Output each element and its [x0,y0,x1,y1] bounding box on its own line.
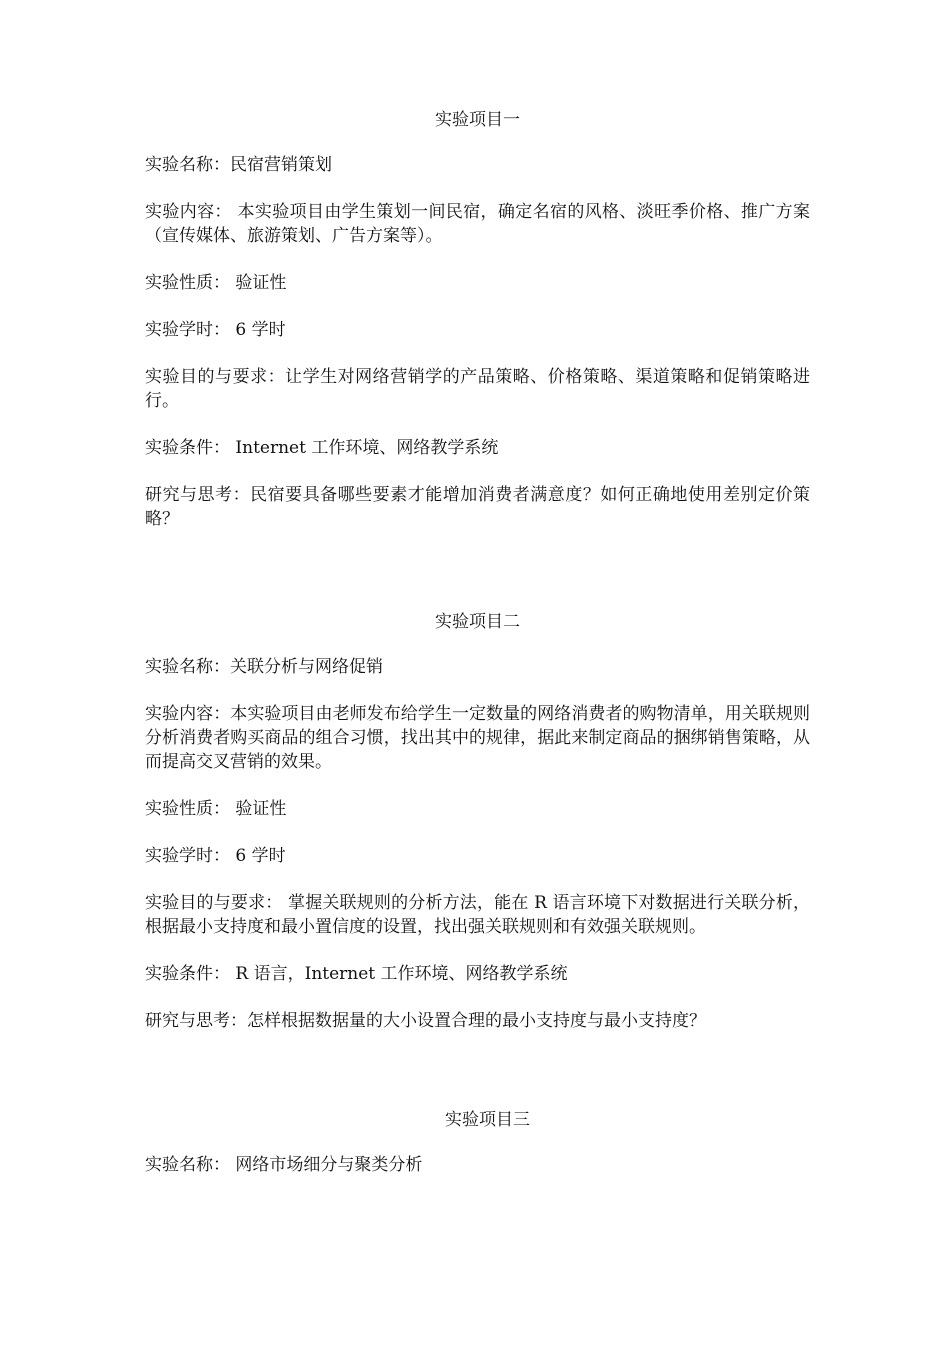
section-spacer [145,554,810,610]
experiment-name: 实验名称：民宿营销策划 [145,155,332,175]
experiment-nature: 实验性质： 验证性 [145,273,287,293]
experiment-research: 研究与思考：民宿要具备哪些要素才能增加消费者满意度？如何正确地使用差别定价策略？ [145,485,810,529]
document-page [145,108,810,1200]
experiment-research: 研究与思考：怎样根据数据量的大小设置合理的最小支持度与最小支持度？ [145,1011,706,1031]
section-spacer [145,1056,810,1108]
experiment-conditions: 实验条件： R 语言，Internet 工作环境、网络教学系统 [145,964,568,984]
section-title: 实验项目三 [445,1110,530,1130]
experiment-name: 实验名称：关联分析与网络促销 [145,657,383,677]
experiment-nature: 实验性质： 验证性 [145,799,287,819]
experiment-hours: 实验学时： 6 学时 [145,846,286,866]
section-2 [145,610,810,1033]
section-3 [145,1108,810,1177]
section-title: 实验项目二 [435,612,520,632]
section-1 [145,108,810,531]
experiment-conditions: 实验条件： Internet 工作环境、网络教学系统 [145,438,499,458]
experiment-content: 实验内容：本实验项目由老师发布给学生一定数量的网络消费者的购物清单，用关联规则分析消费者购买商品的组合习惯，找出其中的规律，据此来制定商品的捆绑销售策略，从而提高交叉营销的效果。 [145,704,810,772]
experiment-goal: 实验目的与要求： 掌握关联规则的分析方法，能在 R 语言环境下对数据进行关联分析，根据最小支持度和最小置信度的设置，找出强关联规则和有效强关联规则。 [145,893,810,937]
experiment-content: 实验内容： 本实验项目由学生策划一间民宿，确定名宿的风格、淡旺季价格、推广方案（宣传媒体、旅游策划、广告方案等）。 [145,202,810,246]
experiment-hours: 实验学时： 6 学时 [145,320,286,340]
experiment-goal: 实验目的与要求：让学生对网络营销学的产品策略、价格策略、渠道策略和促销策略进行。 [145,367,810,411]
experiment-name: 实验名称： 网络市场细分与聚类分析 [145,1155,423,1175]
section-title: 实验项目一 [435,110,520,130]
